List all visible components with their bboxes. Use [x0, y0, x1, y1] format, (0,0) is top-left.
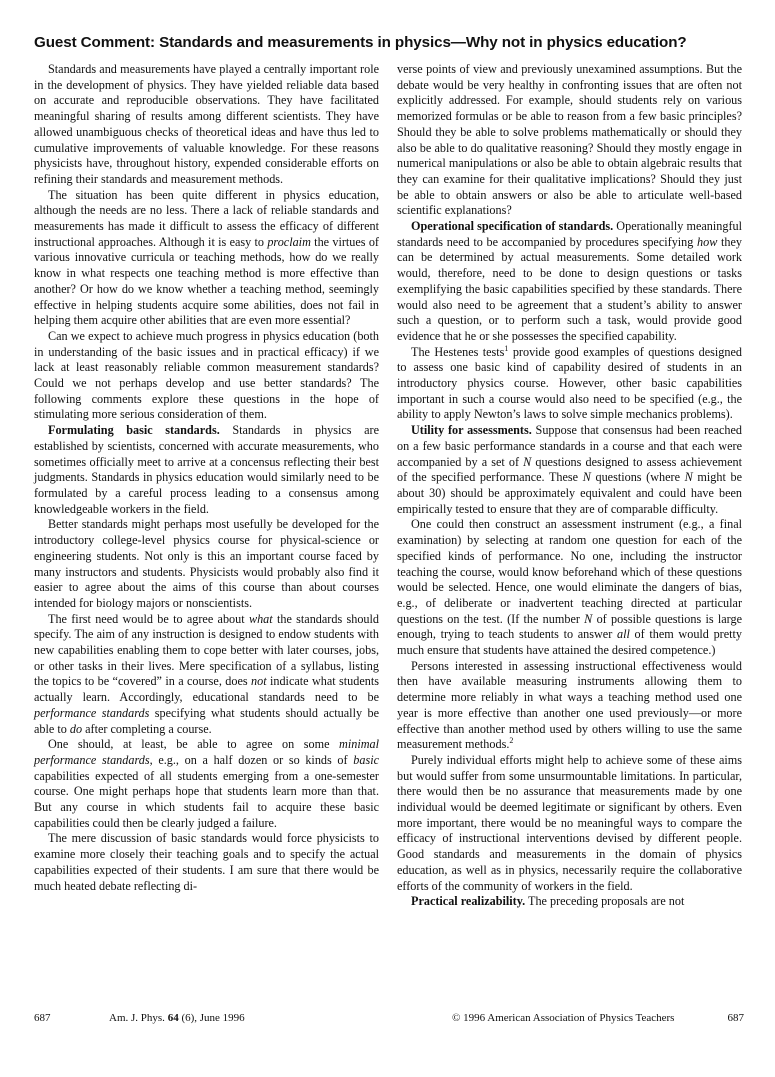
- reference-marker: 2: [509, 736, 514, 746]
- paragraph: [34, 612, 379, 738]
- text-run: One should, at least, be able to agree on some: [48, 737, 340, 752]
- text-run: Standards and measurements have played a centrally important role in the development of physics. They have yielded reliable data based on accurate and reproducible observations. They have facilitated meaningful sharing of results among different scientists. They have allowed unambiguous checks of theoretical ideas and have thus led to cumulative improvements of valuable knowledge. For these reasons physicists have, throughout history, expended considerable efforts on refining their standards and measurement methods.: [34, 62, 379, 186]
- emphasis-text: all: [616, 627, 630, 642]
- paragraph: [34, 329, 379, 423]
- emphasis-text: do: [69, 721, 83, 736]
- paragraph: [34, 737, 379, 831]
- paragraph: [34, 62, 379, 188]
- journal-citation: [109, 1012, 245, 1024]
- text-run: The Hestenes tests: [411, 344, 505, 359]
- text-run: The first need would be to agree about: [48, 611, 249, 626]
- text-run: Purely individual efforts might help to achieve some of these aims but would suffer from some unsurmountable limitations. In particular, there would then be no assurance that measurements made by one individual would be deemed legitimate or significant by others. Even more important, there would be no meaningful ways to compare the efficacy of instructional interventions devised by different people. Good standards and measurements in the domain of physics education, as well as in physics, necessarily require the collaborative efforts of the community of workers in the field.: [397, 752, 742, 893]
- section-heading: Utility for assessments.: [411, 423, 532, 438]
- text-run: questions designed to assess achievement of the specified performance. These: [397, 454, 742, 485]
- copyright-notice: © 1996 American Association of Physics Teachers: [452, 1012, 675, 1024]
- paragraph: [34, 517, 379, 611]
- paragraph: [34, 188, 379, 329]
- reference-marker: 1: [504, 343, 509, 353]
- text-run: after completing a course.: [82, 721, 212, 736]
- paragraph: [34, 423, 379, 517]
- journal-volume: 64: [167, 1012, 179, 1024]
- text-run: indicate what students actually learn. Accordingly, educational standards need to be: [34, 674, 379, 705]
- text-run: questions (where: [590, 470, 685, 485]
- page-number-right: 687: [727, 1012, 744, 1024]
- emphasis-text: N: [584, 611, 593, 626]
- article-title: Guest Comment: Standards and measurements in physics—Why not in physics education?: [34, 34, 687, 51]
- text-run: The situation has been quite different in physics education, although the needs are no less. There a lack of reliable standards and measurements has made it difficult to assess the efficacy of different instructional approaches. Although it is easy to: [34, 187, 379, 249]
- text-run: of possible questions is large enough, trying to teach students to answer: [397, 611, 742, 642]
- section-heading: Operational specification of standards.: [411, 219, 614, 234]
- paragraph: [397, 62, 742, 219]
- left-column: [34, 62, 379, 894]
- paragraph: [397, 517, 742, 658]
- journal-name: Am. J. Phys.: [109, 1012, 165, 1024]
- text-run: capabilities expected of all students emerging from a one-semester course. One might perhaps hope that students learn more than that. But any course in which students fail to acquire these basic capabilities could then be clearly judged a failure.: [34, 768, 379, 830]
- paragraph: [397, 659, 742, 753]
- text-run: might be about 30) should be approximately equivalent and could have been empirically tested to ensure that they are of comparable difficulty.: [397, 470, 742, 516]
- emphasis-text: how: [697, 234, 718, 249]
- emphasis-text: what: [248, 611, 273, 626]
- emphasis-text: proclaim: [267, 234, 311, 249]
- emphasis-text: N: [582, 470, 591, 485]
- emphasis-text: N: [684, 470, 693, 485]
- text-run: Can we expect to achieve much progress in physics education (both in understanding of the basic issues and in practical efficacy) if we lack at least reasonably reliable common measurement standards? Could we not perhaps develop and use better standards? The following comments explore these questions in the hope of stimulating more serious consideration of them.: [34, 328, 379, 422]
- text-run: Standards in physics are established by scientists, concerned with accurate measurements, who sometimes officially meet to arrive at a concensus reflecting their best judgments. Standards in physics education would similarly need to be formulated by a careful process leading to a consensus among knowledgeable workers in the field.: [34, 423, 379, 516]
- emphasis-text: basic: [353, 752, 379, 767]
- text-run: the virtues of various innovative curricula or teaching methods, how do we really know in what respects one teaching method is more effective than another? Or how do we know whether a teaching method, seemingly effective in helping students acquire some abilities, does not fail in helping them acquire other abilities that are even more essential?: [34, 234, 379, 328]
- paragraph: [397, 894, 742, 910]
- text-run: Operationally meaningful standards need to be accompanied by procedures specifying: [397, 219, 742, 249]
- emphasis-text: not: [251, 674, 267, 689]
- text-run: Suppose that consensus had been reached on a few basic performance standards in a course and that each were accompanied by a set of: [397, 423, 742, 469]
- text-run: specifying what students should actually be able to: [34, 705, 379, 736]
- paragraph: [397, 423, 742, 517]
- page-footer: [34, 1012, 744, 1028]
- emphasis-text: performance standards: [34, 705, 150, 720]
- section-heading: Formulating basic standards.: [48, 423, 220, 438]
- section-heading: Practical realizability.: [411, 894, 526, 909]
- text-run: the standards should specify. The aim of any instruction is designed to endow students with new capabilities enabling them to cope better with later courses, jobs, or other tasks in their lives. Mere specification of a syllabus, listing the topics to be “covered” in a course, does: [34, 611, 379, 689]
- text-run: The mere discussion of basic standards would force physicists to examine more closely their teaching goals and to specify the actual capabilities expected of their students. I am sure that there would be much heated debate reflecting di-: [34, 831, 379, 893]
- emphasis-text: N: [523, 454, 532, 469]
- text-run: provide good examples of questions designed to assess one basic kind of capability desired of students in an introductory physics course. However, other basic capabilities important in such a course would also need to be specified (e.g., the ability to apply Newton’s laws to solve simple mechanics problems).: [397, 344, 742, 422]
- paragraph: [34, 831, 379, 894]
- text-run: The preceding proposals are not: [525, 894, 685, 909]
- text-run: Persons interested in assessing instructional effectiveness would then have available measuring instruments allowing them to determine more reliably in what ways a teaching method used one year is more effective than another one used previously—or more effective than another method used by others willing to use the same measurement methods.: [397, 658, 742, 752]
- text-run: they can be determined by actual measurements. Some detailed work would, therefore, need to be done to design questions or tasks exemplifying the basic capabilities specified by these standards. There would also need to be agreement that a student’s ability to answer such a question, or to perform such a task, would provide good evidence that he or she possesses the specified capability.: [397, 234, 743, 343]
- paragraph: [397, 753, 742, 894]
- right-column: [397, 62, 742, 910]
- page-number-left: 687: [34, 1012, 51, 1024]
- paragraph: [397, 345, 742, 424]
- paragraph: [397, 219, 742, 345]
- journal-issue-date: (6), June 1996: [181, 1012, 245, 1024]
- emphasis-text: minimal performance standards,: [34, 737, 379, 767]
- text-run: verse points of view and previously unexamined assumptions. But the debate would be very healthy in confronting issues that are often not explicitly addressed. For example, should students rely on various memorized formulas or be able to reason from a few basic principles? Should they be able to solve problems mathematically or should they also be able to do qualitative reasoning? Should they mostly engage in numerical manipulations or also be able to obtain algebraic results that they can examine for their qualitative implications? Should they just be able to obtain answers or also be able to articulate well-based scientific explanations?: [397, 62, 742, 218]
- text-run: of them would pretty much ensure that students have attained the desired competence.): [397, 627, 743, 658]
- text-run: Better standards might perhaps most usefully be developed for the introductory college-level physics course for physical-science or engineering students. Not only is this an important course faced by many instructors and students. Physicists would probably also find it easier to agree about the aims of this course than about courses intended for biology majors or nonscientists.: [34, 517, 379, 610]
- text-run: e.g., on a half dozen or so kinds of: [152, 752, 354, 767]
- text-run: One could then construct an assessment instrument (e.g., a final examination) by selecting at random one question for each of the specified kinds of performance. No one, including the instructor teaching the course, would know beforehand which of these questions would be selected. Hence, one would eliminate the dangers of bias, e.g., of deliberate or inadvertent teaching directed at particular questions on the test. (If the number: [397, 517, 742, 626]
